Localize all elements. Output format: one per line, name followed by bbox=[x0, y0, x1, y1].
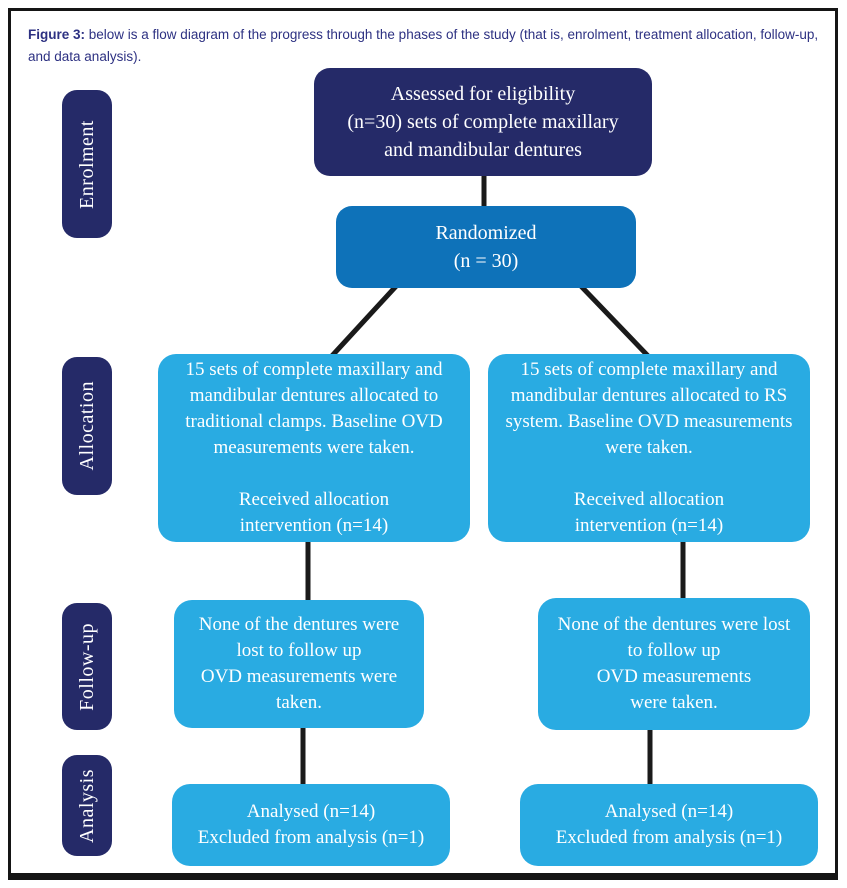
box-followup-left-line: None of the dentures were bbox=[198, 614, 400, 635]
box-eligibility-line: (n=30) sets of complete maxillary bbox=[347, 111, 619, 133]
box-analysis-left-line: Analysed (n=14) bbox=[246, 801, 376, 822]
connector-randomized-allocright bbox=[578, 283, 650, 358]
box-eligibility-line: Assessed for eligibility bbox=[390, 83, 576, 105]
box-allocation-left bbox=[158, 354, 470, 542]
box-allocation-right-line: Received allocation bbox=[573, 489, 725, 510]
stage-label-analysis-text: Analysis bbox=[75, 768, 98, 843]
box-analysis-right-line: Analysed (n=14) bbox=[604, 801, 734, 822]
stage-label-followup-text: Follow-up bbox=[75, 622, 98, 711]
box-followup-right-line: None of the dentures were lost bbox=[557, 614, 791, 635]
box-analysis-right bbox=[520, 784, 818, 866]
box-allocation-left-line: 15 sets of complete maxillary and bbox=[185, 359, 443, 380]
box-followup-right-line: were taken. bbox=[630, 692, 718, 713]
box-allocation-right bbox=[488, 354, 810, 542]
box-analysis-right-line: Excluded from analysis (n=1) bbox=[555, 827, 783, 848]
box-eligibility-line: and mandibular dentures bbox=[384, 139, 582, 161]
box-randomized-line: (n = 30) bbox=[453, 250, 519, 272]
stage-label-allocation bbox=[62, 357, 112, 495]
box-followup-left bbox=[174, 600, 424, 728]
box-analysis-left-line: Excluded from analysis (n=1) bbox=[197, 827, 425, 848]
stage-label-enrolment-text: Enrolment bbox=[75, 119, 98, 209]
box-randomized-line: Randomized bbox=[435, 222, 537, 244]
box-allocation-left-line: measurements were taken. bbox=[213, 437, 415, 458]
box-allocation-right-line: 15 sets of complete maxillary and bbox=[520, 359, 778, 380]
box-followup-left-line: taken. bbox=[276, 692, 322, 713]
box-randomized bbox=[336, 206, 636, 288]
box-eligibility bbox=[314, 68, 652, 176]
box-allocation-left-line: intervention (n=14) bbox=[239, 515, 389, 536]
box-allocation-right-line: were taken. bbox=[605, 437, 693, 458]
stage-label-followup bbox=[62, 603, 112, 730]
box-allocation-right-line: mandibular dentures allocated to RS bbox=[510, 385, 788, 406]
box-followup-right-line: OVD measurements bbox=[596, 666, 752, 687]
box-followup-right-line: to follow up bbox=[627, 640, 721, 661]
box-allocation-left-line: traditional clamps. Baseline OVD bbox=[185, 411, 443, 432]
box-allocation-right-line: intervention (n=14) bbox=[574, 515, 724, 536]
box-allocation-right-line: system. Baseline OVD measurements bbox=[505, 411, 793, 432]
box-followup-right bbox=[538, 598, 810, 730]
figure-caption-line1: below is a flow diagram of the progress through the phases of the study (that is, enrolment, treatment allocation, follow-up, bbox=[85, 27, 819, 42]
box-followup-left-line: OVD measurements were bbox=[200, 666, 398, 687]
figure-caption-label: Figure 3: bbox=[28, 27, 86, 42]
stage-label-analysis bbox=[62, 755, 112, 856]
stage-label-enrolment bbox=[62, 90, 112, 238]
box-allocation-left-line: Received allocation bbox=[238, 489, 390, 510]
box-analysis-left bbox=[172, 784, 450, 866]
connector-randomized-allocleft bbox=[330, 283, 399, 358]
stage-label-allocation-text: Allocation bbox=[75, 381, 98, 471]
box-allocation-left-line: mandibular dentures allocated to bbox=[189, 385, 439, 406]
figure-caption-line2: and data analysis). bbox=[28, 49, 142, 64]
box-followup-left-line: lost to follow up bbox=[236, 640, 362, 661]
